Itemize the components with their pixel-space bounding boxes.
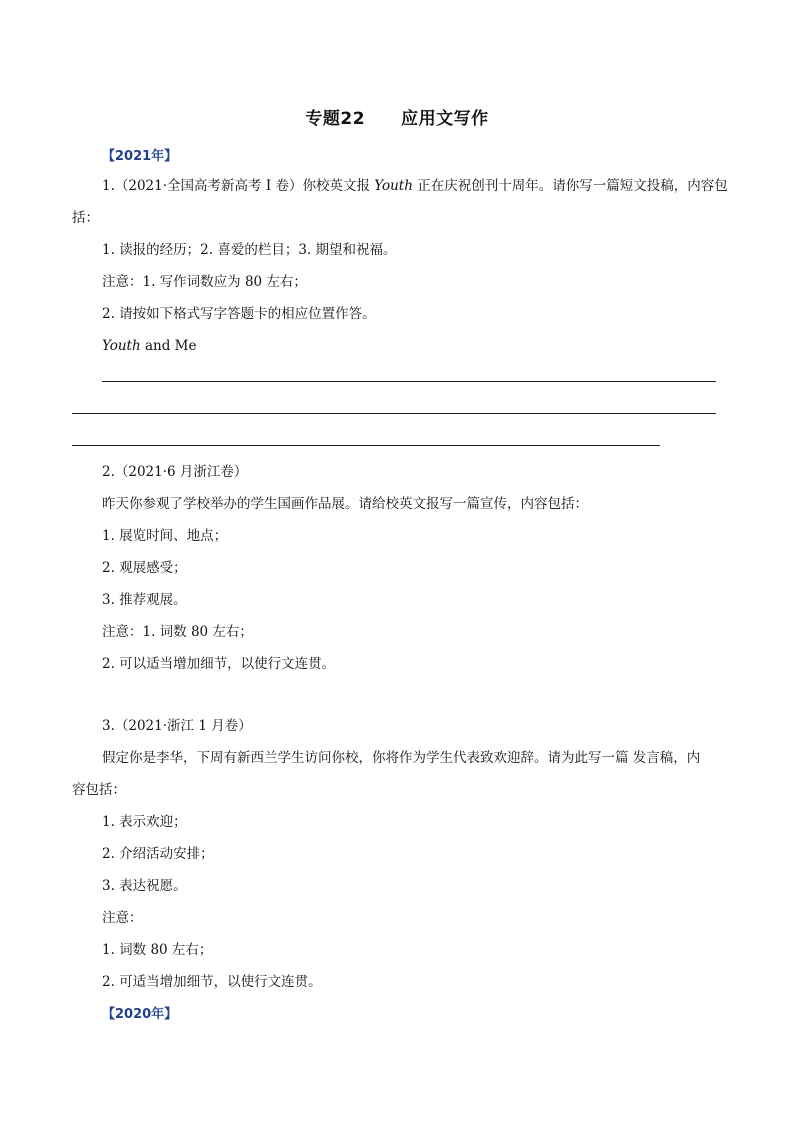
q1-note-1: 注意：1. 写作词数应为 80 左右； (102, 274, 307, 290)
q2-item-1: 1. 展览时间、地点； (102, 528, 228, 544)
q3-header: 3.（2021·浙江 1 月卷） (102, 718, 252, 734)
q1-essay-heading: Youth and Me (102, 338, 197, 354)
q3-intro-line2: 容包括： (72, 782, 126, 798)
section-year-2021: 【2021年】 (102, 149, 178, 164)
answer-line-2 (72, 413, 716, 414)
q1-prompt-line2: 括： (72, 210, 99, 226)
section-year-2020: 【2020年】 (102, 1007, 178, 1022)
answer-line-1 (102, 381, 716, 382)
q2-note-1: 注意：1. 词数 80 左右； (102, 624, 253, 640)
q2-header: 2.（2021·6 月浙江卷） (102, 464, 248, 480)
q3-item-2: 2. 介绍活动安排； (102, 846, 214, 862)
page-title (0, 104, 794, 129)
q2-item-3: 3. 推荐观展。 (102, 592, 187, 608)
q2-item-2: 2. 观展感受； (102, 560, 187, 576)
q3-note-1: 1. 词数 80 左右； (102, 942, 213, 958)
q2-note-2: 2. 可以适当增加细节，以使行文连贯。 (102, 656, 336, 672)
q3-note-2: 2. 可适当增加细节，以使行文连贯。 (102, 974, 322, 990)
q3-note-label: 注意： (102, 910, 143, 926)
q1-prompt-line1: 1.（2021·全国高考新高考 I 卷）你校英文报 Youth 正在庆祝创刊十周年。请你写一篇短文投稿，内容包 (102, 178, 728, 194)
answer-line-3 (72, 445, 660, 446)
q3-item-1: 1. 表示欢迎； (102, 814, 187, 830)
title-topic-number: 专题22 (305, 109, 366, 129)
q3-intro-line1: 假定你是李华，下周有新西兰学生访问你校，你将作为学生代表致欢迎辞。请为此写一篇 发言稿，内 (102, 750, 701, 766)
q2-intro: 昨天你参观了学校举办的学生国画作品展。请给校英文报写一篇宣传，内容包括： (102, 496, 588, 512)
q1-note-2: 2. 请按如下格式写字答题卡的相应位置作答。 (102, 306, 376, 322)
title-topic-name: 应用文写作 (401, 109, 489, 129)
q1-content-items: 1. 读报的经历；2. 喜爱的栏目；3. 期望和祝福。 (102, 242, 397, 258)
q3-item-3: 3. 表达祝愿。 (102, 878, 187, 894)
newspaper-name: Youth (374, 178, 413, 194)
